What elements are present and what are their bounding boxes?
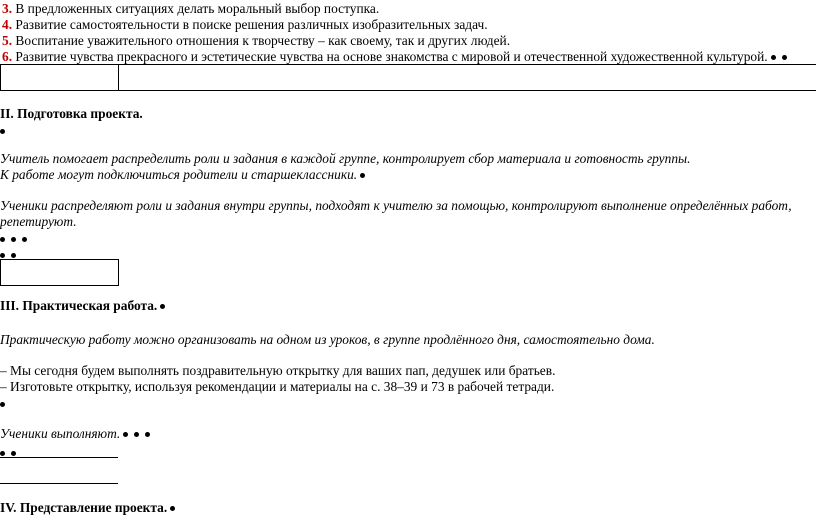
goal-text: Развитие чувства прекрасного и эстетические чувства на основе знакомства с мировой и отечественной художественной культурой. — [12, 49, 768, 64]
bullet-dot — [0, 123, 8, 141]
goal-number: 6. — [2, 49, 13, 64]
section-2-heading: II. Подготовка проекта. — [0, 106, 143, 121]
section-3-title: III. Практическая работа. — [0, 298, 158, 313]
teacher-text-line-2 — [0, 167, 368, 183]
goal-item-3 — [2, 1, 379, 17]
bullet-dot — [170, 506, 175, 511]
bullet-dot — [145, 432, 150, 437]
task-line-2: – Изготовьте открытку, используя рекомендации и материалы на с. 38–39 и 73 в рабочей тетради. — [0, 379, 555, 394]
task-line-1: – Мы сегодня будем выполнять поздравительную открытку для ваших пап, дедушек или братьев. — [0, 363, 556, 378]
goal-number: 5. — [2, 33, 13, 48]
students-text-line-1: Ученики распределяют роли и задания внутри группы, подходят к учителю за помощью, контролируют выполнение определённых работ, — [0, 198, 792, 213]
table-divider — [118, 64, 119, 90]
goal-text: В предложенных ситуациях делать моральный выбор поступка. — [12, 1, 380, 16]
bullet-dot — [360, 173, 365, 178]
table-row — [0, 64, 816, 91]
goal-text: Развитие самостоятельности в поиске решения различных изобразительных задач. — [12, 17, 488, 32]
bullet-dot — [771, 55, 776, 60]
practical-intro: Практическую работу можно организовать на одном из уроков, в группе продлённого дня, самостоятельно дома. — [0, 332, 655, 347]
teacher-text-line-1: Учитель помогает распределить роли и задания в каждой группе, контролирует сбор материала и готовность группы. — [0, 151, 691, 166]
teacher-text: К работе могут подключиться родители и старшеклассники. — [0, 167, 358, 182]
empty-cell-box — [0, 259, 119, 286]
bullet-dot — [123, 432, 128, 437]
bullet-dot — [160, 304, 165, 309]
goal-item-6 — [2, 49, 790, 65]
students-text-line-2: репетируют. — [0, 214, 77, 229]
section-3-heading — [0, 298, 168, 314]
students-perform — [0, 426, 153, 442]
bullet-dot — [0, 396, 8, 414]
students-perform-text: Ученики выполняют. — [0, 426, 121, 441]
goal-number: 3. — [2, 1, 13, 16]
table-line — [0, 483, 118, 484]
bullet-dots-row — [0, 445, 19, 463]
table-line — [0, 457, 118, 458]
section-4-heading — [0, 500, 178, 516]
section-4-title: IV. Представление проекта. — [0, 500, 168, 515]
goal-item-5 — [2, 33, 510, 49]
goal-number: 4. — [2, 17, 13, 32]
bullet-dot — [782, 55, 787, 60]
goal-item-4 — [2, 17, 488, 33]
bullet-dot — [134, 432, 139, 437]
goal-text: Воспитание уважительного отношения к творчеству – как своему, так и других людей. — [12, 33, 511, 48]
